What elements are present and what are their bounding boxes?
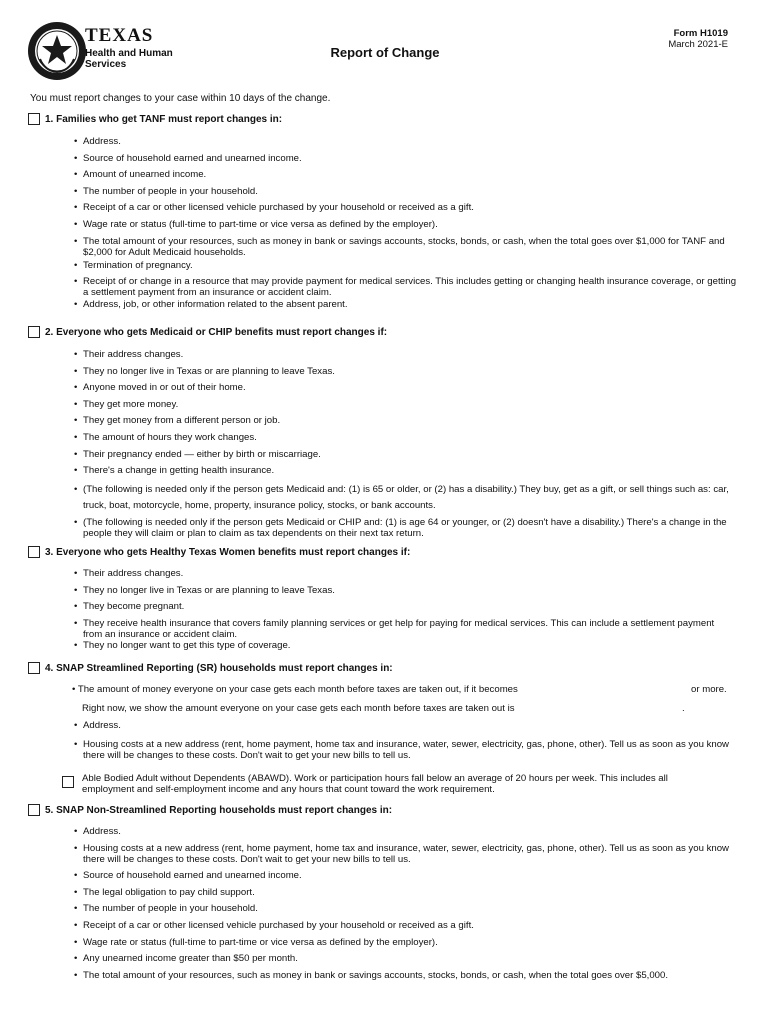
abawd-text: Able Bodied Adult without Dependents (ABAWD). Work or participation hours fall below an average of 20 hours per week. This includes all employment and self-employment income and any hours that count toward the work requirement. — [82, 773, 668, 795]
list-item: • They become pregnant. — [74, 601, 730, 612]
list-item: • Address, job, or other information related to the absent parent. — [74, 299, 742, 310]
list-item: • Source of household earned and unearned income. — [74, 153, 742, 164]
list-item: • Anyone moved in or out of their home. — [74, 382, 730, 393]
section-3-title: 3. Everyone who gets Healthy Texas Women benefits must report changes if: — [45, 546, 411, 558]
current-income-suffix: . — [682, 703, 685, 714]
form-identifier — [668, 28, 728, 50]
list-item: • (The following is needed only if the person gets Medicaid and: (1) is 65 or older, or (2) has a disability.) They buy, get as a gift, or sell things such as: car, truck, boat, motorcycle, home, property, insurance policy, stocks, or bank accounts. — [74, 482, 730, 514]
list-item: • They no longer live in Texas or are planning to leave Texas. — [74, 585, 730, 596]
section-1-title: 1. Families who get TANF must report changes in: — [45, 113, 283, 125]
section-5-checkbox[interactable] — [28, 804, 40, 816]
list-item: • The legal obligation to pay child support. — [74, 887, 742, 898]
section-1-heading — [28, 113, 282, 125]
list-item: • Housing costs at a new address (rent, home payment, home tax and insurance, water, sewer, electricity, gas, phone, other). Tell us as soon as you know there will be changes to these costs. Don't wait to get your new bills to tell us. — [74, 739, 742, 761]
income-threshold-text: • The amount of money everyone on your case gets each month before taxes are taken out, if it becomes — [72, 684, 518, 695]
list-item: • Address. — [74, 720, 742, 731]
section-4-heading — [28, 662, 393, 674]
section-4-title: 4. SNAP Streamlined Reporting (SR) households must report changes in: — [45, 662, 393, 674]
agency-state: TEXAS — [85, 25, 154, 46]
section-2-heading — [28, 326, 387, 338]
section-1-list — [74, 136, 742, 310]
section-5-list — [74, 826, 742, 981]
section-2-list — [74, 349, 730, 539]
agency-department: Health and Human Services — [85, 48, 173, 70]
list-item: • Wage rate or status (full-time to part-time or vice versa as defined by the employer). — [74, 937, 742, 948]
list-item: • They no longer want to get this type of coverage. — [74, 640, 730, 651]
section-5-title: 5. SNAP Non-Streamlined Reporting households must report changes in: — [45, 804, 393, 816]
list-item: • (The following is needed only if the person gets Medicaid or CHIP and: (1) is age 64 or younger, or (2) doesn't have a disability.) There's a change in the people they will claim or plan to claim as tax dependents on their next tax return. — [74, 517, 730, 539]
list-item: • Receipt of a car or other licensed vehicle purchased by your household or received as a gift. — [74, 920, 742, 931]
income-threshold-suffix: or more. — [691, 684, 727, 695]
intro-text: You must report changes to your case within 10 days of the change. — [30, 93, 331, 104]
list-item: • There's a change in getting health insurance. — [74, 465, 730, 476]
list-item: • The amount of hours they work changes. — [74, 432, 730, 443]
section-1-checkbox[interactable] — [28, 113, 40, 125]
list-item: • Wage rate or status (full-time to part-time or vice versa as defined by the employer). — [74, 219, 742, 230]
list-item: • Their address changes. — [74, 349, 730, 360]
list-item: • They get more money. — [74, 399, 730, 410]
list-item: • Receipt of or change in a resource that may provide payment for medical services. This includes getting or changing health insurance coverage, or getting a settlement payment from an insurance or accident claim. — [74, 276, 742, 298]
list-item: • The total amount of your resources, such as money in bank or savings accounts, stocks, bonds, or cash, when the total goes over $5,000. — [74, 970, 742, 981]
section-2-checkbox[interactable] — [28, 326, 40, 338]
list-item: • Their address changes. — [74, 568, 730, 579]
section-4-list — [74, 720, 742, 761]
form-date: March 2021-E — [668, 39, 728, 50]
list-item: • They receive health insurance that covers family planning services or get help for paying for medical services. This can include a settlement payment from an insurance or accident claim. — [74, 618, 730, 640]
list-item: • The number of people in your household. — [74, 903, 742, 914]
list-item: • Address. — [74, 826, 742, 837]
list-item: • Amount of unearned income. — [74, 169, 742, 180]
list-item: • Termination of pregnancy. — [74, 260, 742, 271]
page-title: Report of Change — [330, 45, 440, 60]
abawd-option — [62, 773, 717, 795]
section-5-heading — [28, 804, 392, 816]
list-item: • Source of household earned and unearned income. — [74, 870, 742, 881]
list-item: • Address. — [74, 136, 742, 147]
list-item: • Housing costs at a new address (rent, home payment, home tax and insurance, water, sewer, electricity, gas, phone, other). Tell us as soon as you know there will be changes to these costs. Don't wait to get your new bills to tell us. — [74, 843, 742, 865]
current-income-text: Right now, we show the amount everyone on your case gets each month before taxes are taken out is — [82, 703, 515, 714]
abawd-checkbox[interactable] — [62, 776, 74, 788]
list-item: • The total amount of your resources, such as money in bank or savings accounts, stocks, bonds, or cash, when the total goes over $1,000 for TANF and $2,000 for Adult Medicaid households. — [74, 236, 742, 258]
section-3-list — [74, 568, 730, 651]
list-item: • They get money from a different person or job. — [74, 415, 730, 426]
form-number: Form H1019 — [673, 28, 728, 39]
section-3-heading — [28, 546, 410, 558]
section-2-title: 2. Everyone who gets Medicaid or CHIP benefits must report changes if: — [45, 326, 388, 338]
section-3-checkbox[interactable] — [28, 546, 40, 558]
list-item: • The number of people in your household. — [74, 186, 742, 197]
list-item: • They no longer live in Texas or are planning to leave Texas. — [74, 366, 730, 377]
list-item: • Any unearned income greater than $50 per month. — [74, 953, 742, 964]
list-item: • Their pregnancy ended — either by birth or miscarriage. — [74, 449, 730, 460]
list-item: • Receipt of a car or other licensed vehicle purchased by your household or received as a gift. — [74, 202, 742, 213]
section-4-checkbox[interactable] — [28, 662, 40, 674]
